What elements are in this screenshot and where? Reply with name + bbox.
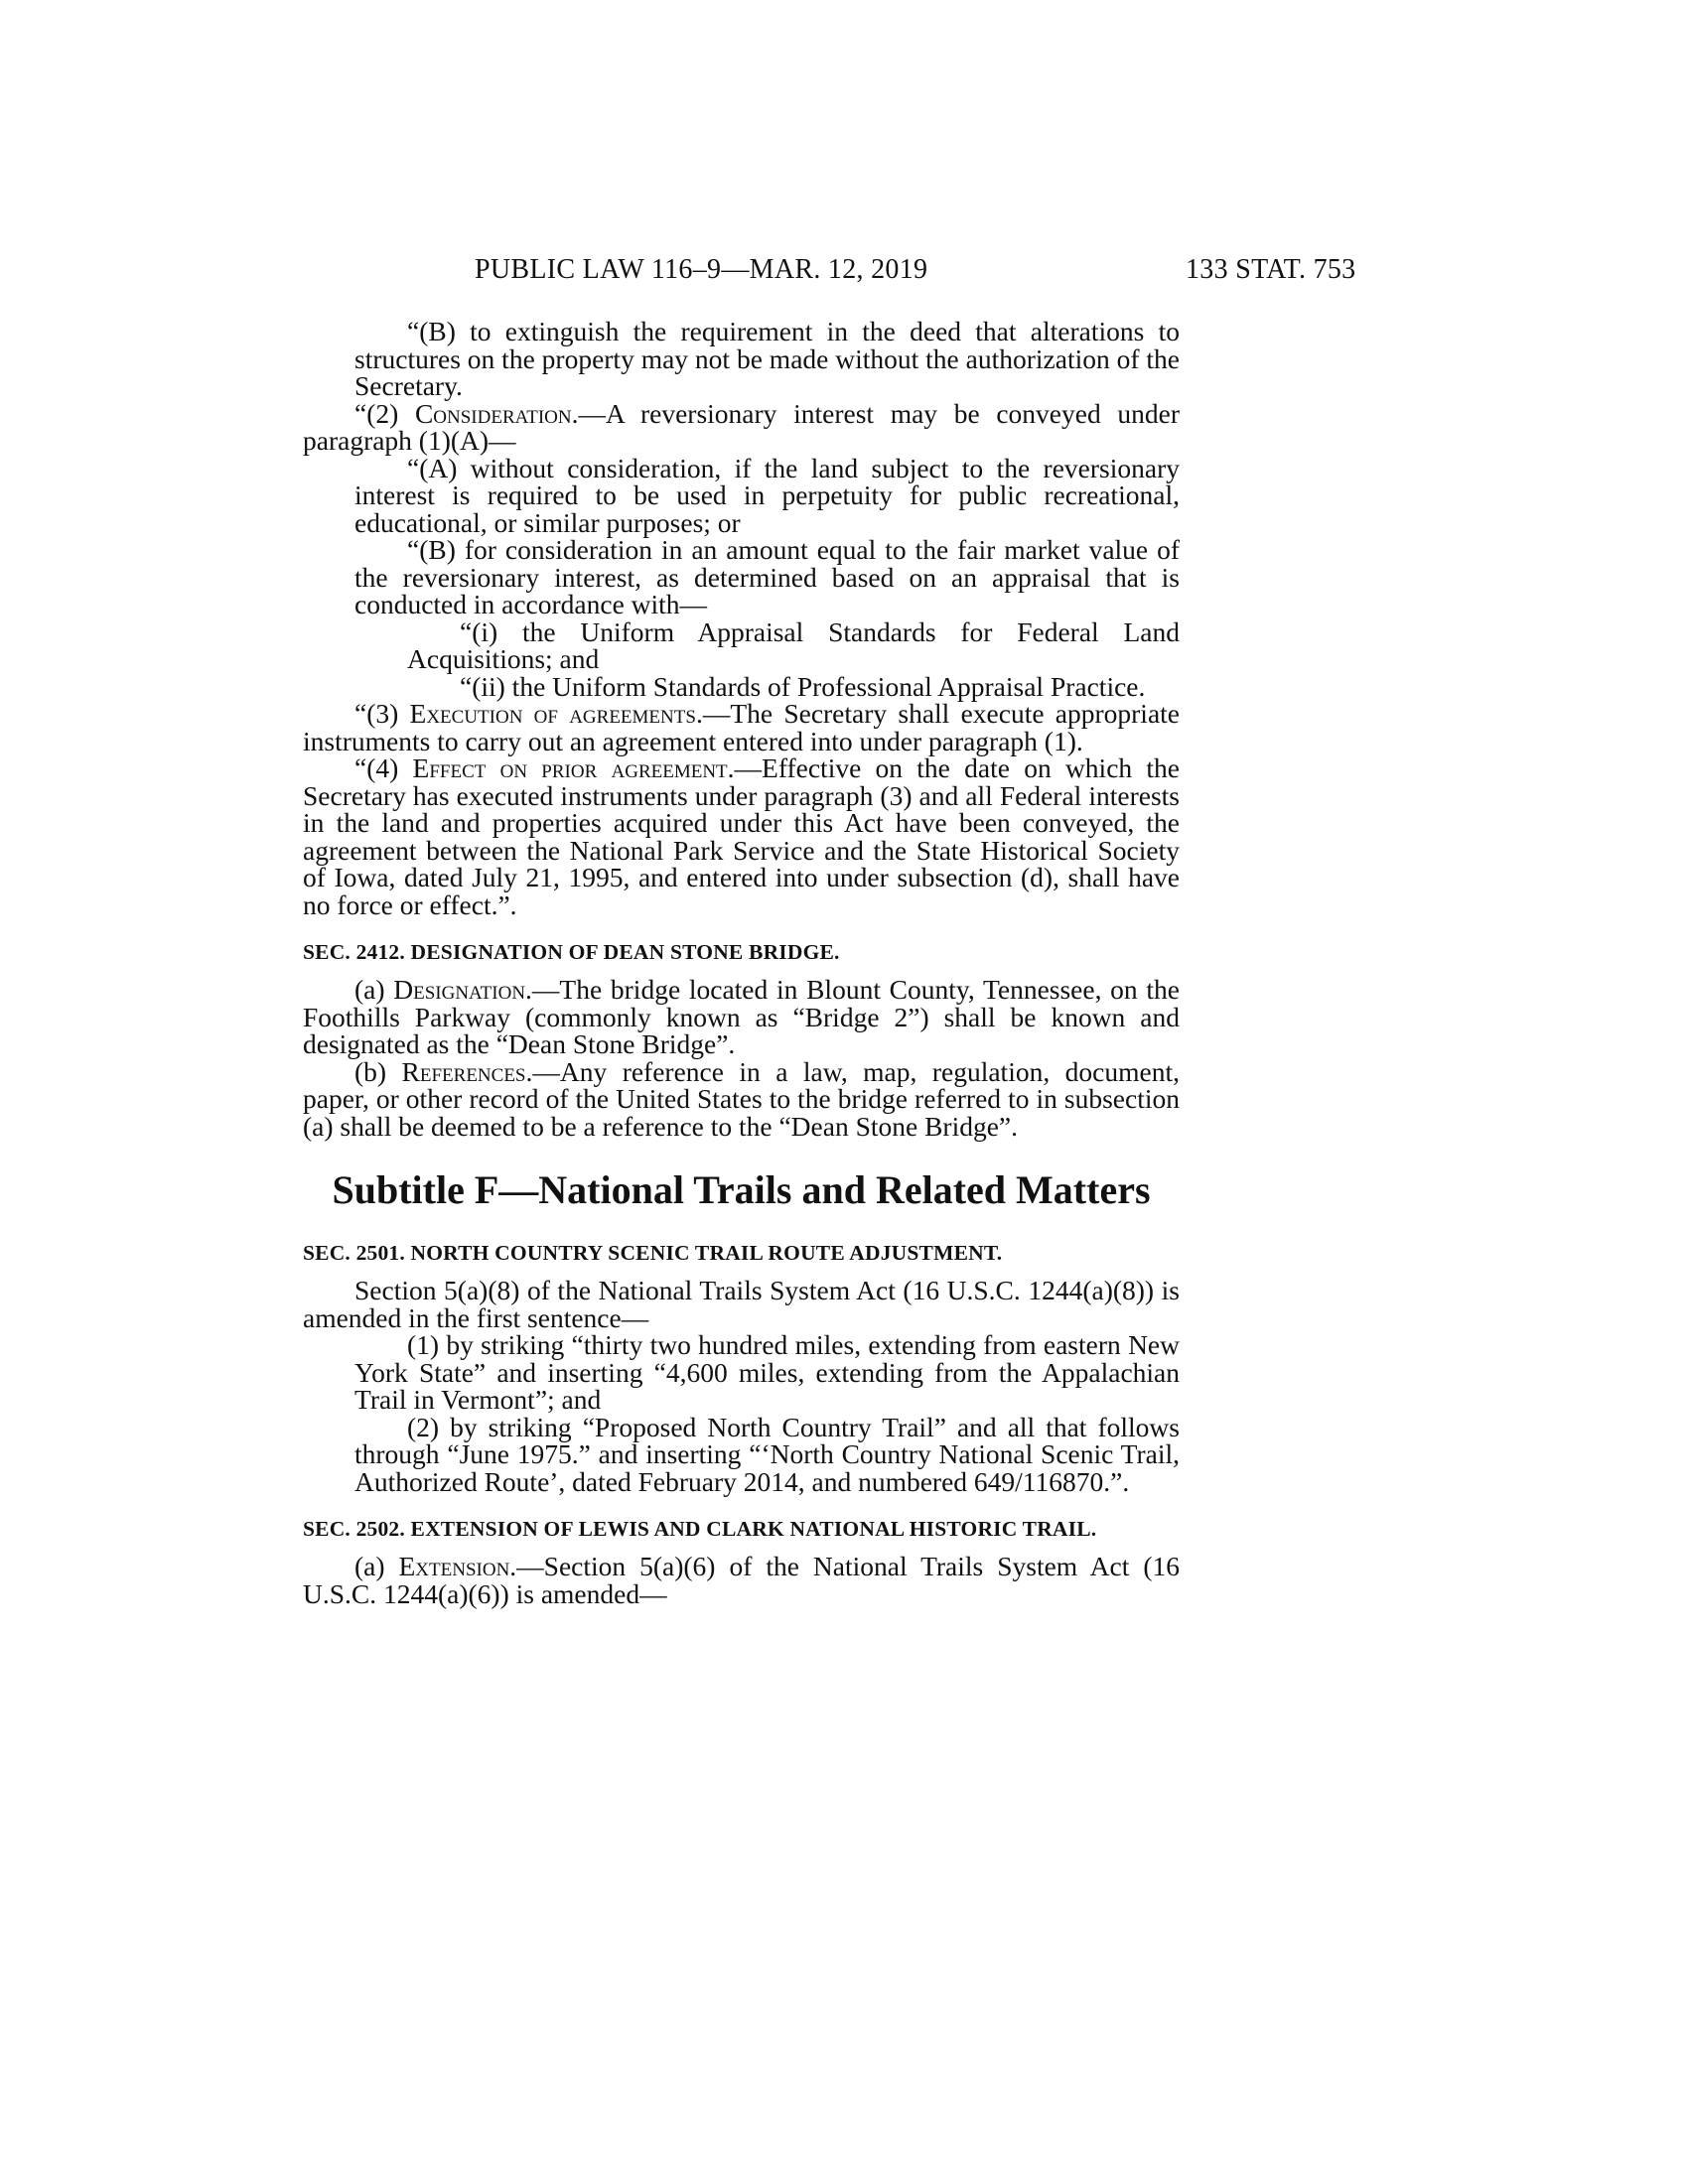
clause-i: “(i) the Uniform Appraisal Standards for Federal Land Acquisitions; and <box>407 615 1180 674</box>
section-heading-2501: SEC. 2501. NORTH COUNTRY SCENIC TRAIL ROUTE ADJUSTMENT. <box>303 1241 1003 1265</box>
paragraph-b-references: (b) References.—Any reference in a law, map, regulation, document, paper, or other record of the United States to the bridge referred to in subsection (a) shall be deemed to be a reference to the “Dean Stone Bridge”. <box>303 1055 1180 1142</box>
section-heading-2412: SEC. 2412. DESIGNATION OF DEAN STONE BRIDGE. <box>303 940 840 964</box>
paragraph-section-5a8: Section 5(a)(8) of the National Trails System Act (16 U.S.C. 1244(a)(8)) is amended in the first sentence— <box>303 1275 1180 1333</box>
document-body <box>303 318 1180 1607</box>
paragraph-4-effect: “(4) Effect on prior agreement.—Effective on the date on which the Secretary has executed instruments under paragraph (3) and all Federal interests in the land and properties acquired under this Act have been conveyed, the agreement between the National Park Service and the State Historical Society of Iowa, dated July 21, 1995, and entered into under subsection (d), shall have no force or effect.”. <box>303 752 1180 920</box>
paragraph-a-without-consideration: “(A) without consideration, if the land subject to the reversionary interest is required to be used in perpetuity for public recreational, educational, or similar purposes; or <box>354 452 1180 538</box>
paragraph-a-designation: (a) Designation.—The bridge located in Blount County, Tennessee, on the Foothills Parkway (commonly known as “Bridge 2”) shall be known and designated as the “Dean Stone Bridge”. <box>303 974 1180 1059</box>
subtitle-heading: Subtitle F—National Trails and Related Matters <box>332 1167 1151 1212</box>
paragraph-b-for-consideration: “(B) for consideration in an amount equal to the fair market value of the reversionary interest, as determined based on an appraisal that is conducted in accordance with— <box>354 534 1180 619</box>
paragraph-a-extension: (a) Extension.—Section 5(a)(6) of the National Trails System Act (16 U.S.C. 1244(a)(6)) is amended— <box>303 1551 1180 1609</box>
page-number: 133 STAT. 753 <box>1186 254 1356 285</box>
paragraph-3-execution: “(3) Execution of agreements.—The Secretary shall execute appropriate instruments to carry out an agreement entered into under paragraph (1). <box>303 698 1180 756</box>
paragraph-2-striking: (2) by striking “Proposed North Country Trail” and all that follows through “June 1975.” and inserting “‘North Country National Scenic Trail, Authorized Route’, dated February 2014, and numbered 649/116870.”. <box>354 1411 1180 1497</box>
section-heading-2502: SEC. 2502. EXTENSION OF LEWIS AND CLARK NATIONAL HISTORIC TRAIL. <box>303 1517 1097 1541</box>
running-header-title: PUBLIC LAW 116–9—MAR. 12, 2019 <box>475 254 928 285</box>
paragraph-1-striking: (1) by striking “thirty two hundred miles, extending from eastern New York State” and inserting “4,600 miles, extending from the Appalachian Trail in Vermont”; and <box>354 1329 1180 1415</box>
paragraph-2-consideration: “(2) Consideration.—A reversionary interest may be conveyed under paragraph (1)(A)— <box>303 397 1180 456</box>
paragraph-b-extinguish: “(B) to extinguish the requirement in the deed that alterations to structures on the property may not be made without the authorization of the Secretary. <box>354 316 1180 401</box>
clause-ii: “(ii) the Uniform Standards of Professional Appraisal Practice. <box>460 670 1146 702</box>
